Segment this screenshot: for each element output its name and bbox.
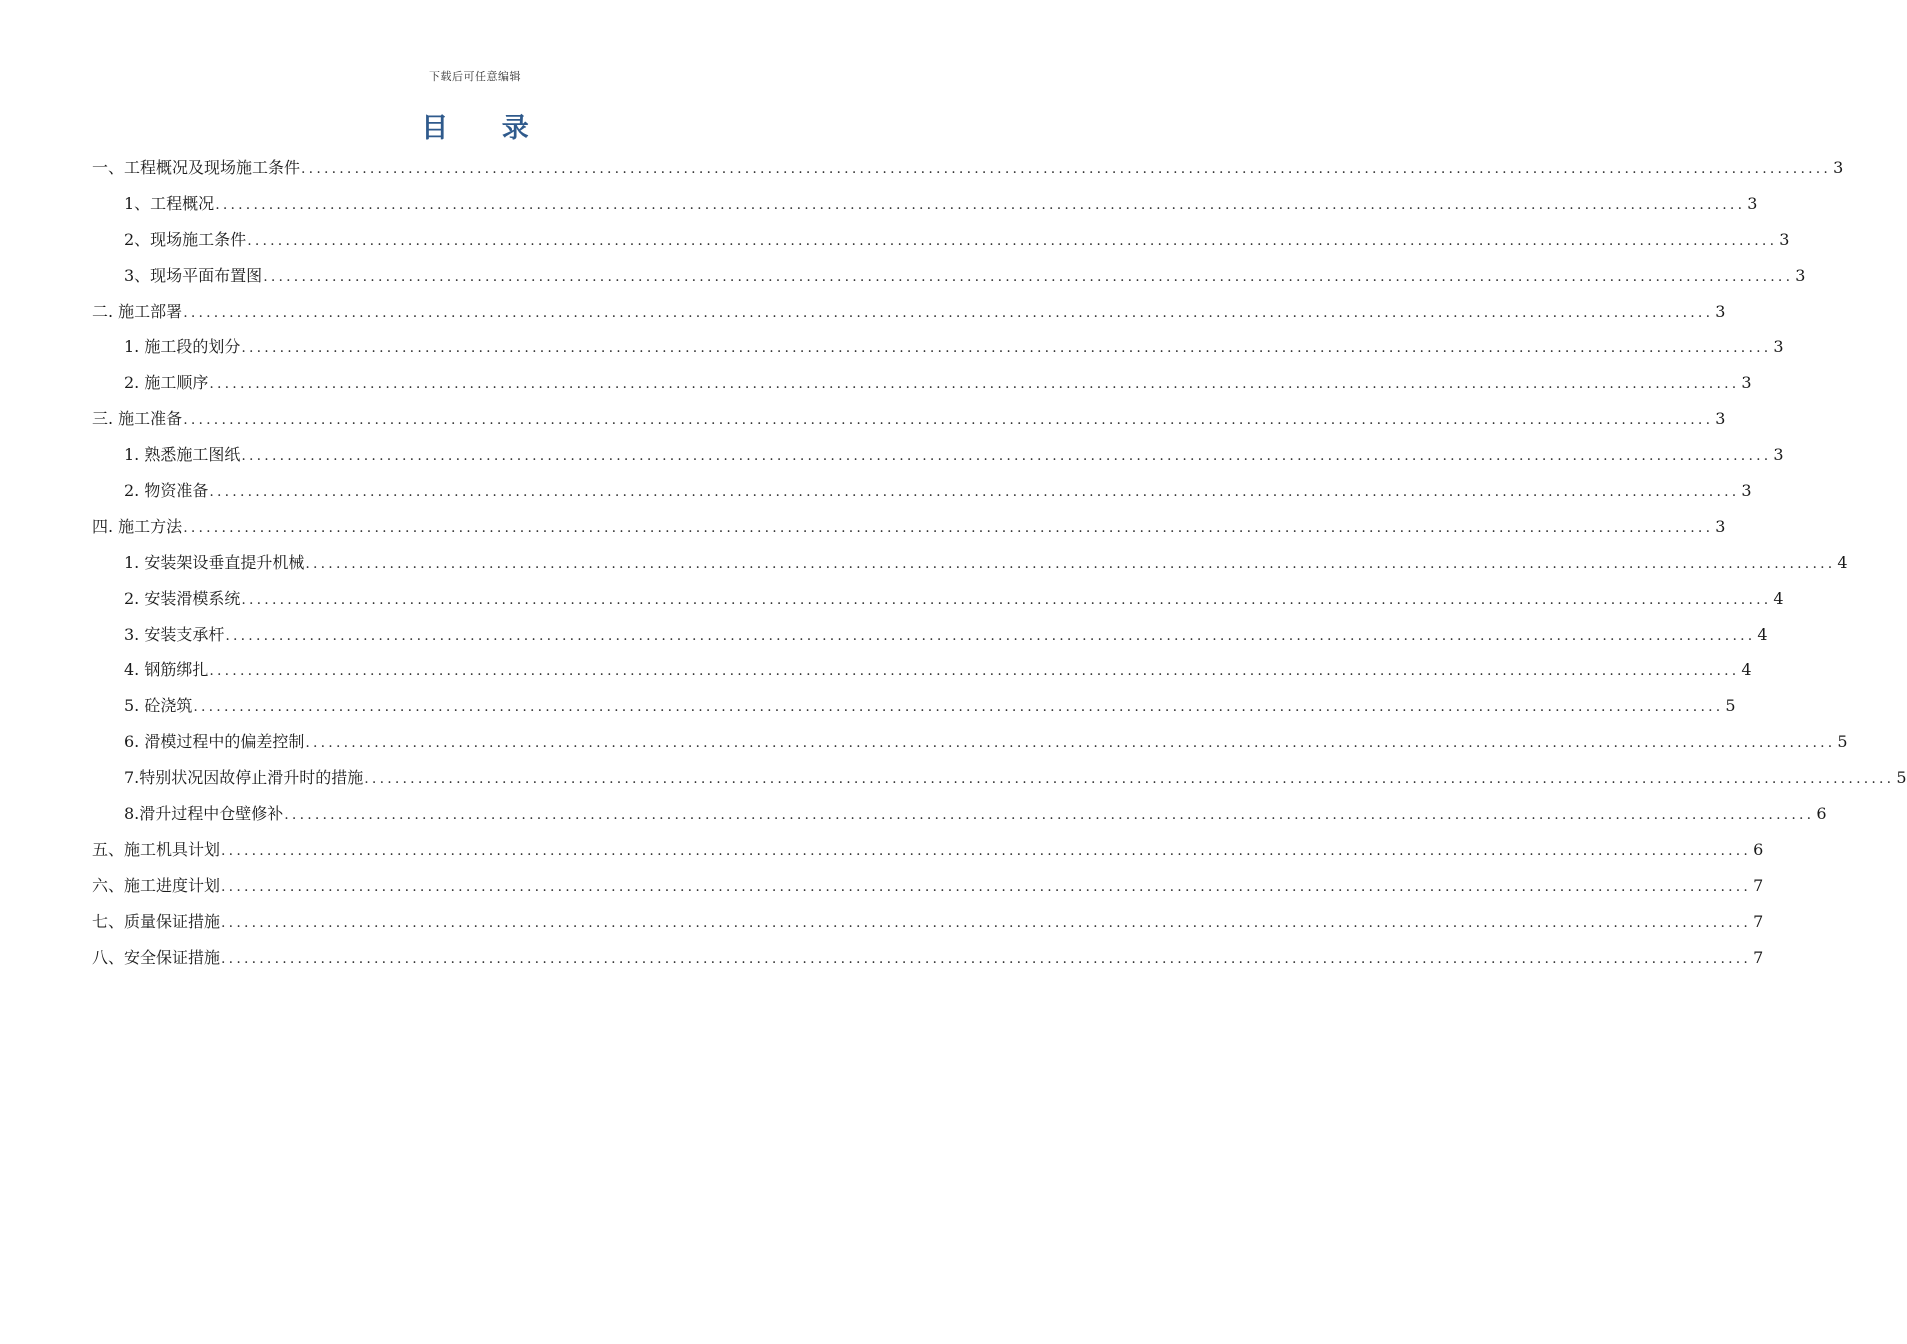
toc-entry-page: 5 <box>1837 732 1848 752</box>
toc-title: 目 录 <box>421 113 551 144</box>
toc-leader-dots: ........................................................................................................................................................................................................ <box>183 304 1714 321</box>
toc-leader-dots: ........................................................................................................................................................................................................ <box>241 591 1772 608</box>
toc-entry-page: 3 <box>1715 516 1726 536</box>
toc-entry[interactable] <box>92 294 1726 330</box>
toc-entry-label: 2. 安装滑模系统 <box>124 588 241 608</box>
toc-entry-label: 2. 物资准备 <box>124 481 209 501</box>
toc-entry[interactable] <box>92 581 1784 617</box>
toc-entry-label: 4. 钢筋绑扎 <box>124 660 209 680</box>
toc-entry-page: 3 <box>1773 337 1784 357</box>
toc-entry[interactable] <box>92 652 1752 688</box>
toc-entry-page: 5 <box>1725 696 1736 716</box>
toc-entry[interactable] <box>92 868 1764 904</box>
toc-entry-page: 6 <box>1753 839 1764 859</box>
toc-entry-page: 7 <box>1753 911 1764 931</box>
toc-entry[interactable] <box>92 222 1790 258</box>
toc-entry-page: 3 <box>1741 481 1752 501</box>
toc-entry-label: 八、安全保证措施 <box>92 947 221 967</box>
toc-entry[interactable] <box>92 329 1784 365</box>
toc-entry-label: 1. 安装架设垂直提升机械 <box>124 552 305 572</box>
toc-entry-page: 3 <box>1795 265 1806 285</box>
toc-entry[interactable] <box>92 365 1752 401</box>
toc-leader-dots: ........................................................................................................................................................................................................ <box>241 340 1772 357</box>
toc-entry-label: 6. 滑模过程中的偏差控制 <box>124 732 305 752</box>
toc-entry-label: 1. 熟悉施工图纸 <box>124 445 241 465</box>
toc-entry-page: 4 <box>1837 552 1848 572</box>
toc-entry[interactable] <box>92 437 1784 473</box>
toc-entry-label: 8.滑升过程中仓壁修补 <box>124 804 284 824</box>
toc-entry[interactable] <box>92 832 1764 868</box>
toc-leader-dots: ........................................................................................................................................................................................................ <box>364 771 1895 788</box>
toc-entry-label: 二. 施工部署 <box>92 301 183 321</box>
toc-entry[interactable] <box>92 940 1764 976</box>
toc-entry-page: 4 <box>1773 588 1784 608</box>
toc-entry[interactable] <box>92 760 1907 796</box>
toc-leader-dots: ........................................................................................................................................................................................................ <box>221 842 1752 859</box>
toc-entry[interactable] <box>92 688 1736 724</box>
toc-leader-dots: ........................................................................................................................................................................................................ <box>247 232 1778 249</box>
toc-entry-page: 5 <box>1896 768 1907 788</box>
toc-entry[interactable] <box>92 904 1764 940</box>
toc-entry-label: 3. 安装支承杆 <box>124 624 225 644</box>
toc-entry-label: 7.特别状况因故停止滑升时的措施 <box>124 768 364 788</box>
toc-entry-page: 3 <box>1741 373 1752 393</box>
toc-leader-dots: ........................................................................................................................................................................................................ <box>284 807 1815 824</box>
toc-leader-dots: ........................................................................................................................................................................................................ <box>305 735 1836 752</box>
toc-entry-label: 2. 施工顺序 <box>124 373 209 393</box>
toc-entry[interactable] <box>92 401 1726 437</box>
toc-entry-label: 三. 施工准备 <box>92 409 183 429</box>
toc-leader-dots: ........................................................................................................................................................................................................ <box>209 663 1740 680</box>
toc-leader-dots: ........................................................................................................................................................................................................ <box>241 448 1772 465</box>
toc-entry-page: 3 <box>1747 193 1758 213</box>
toc-entry-label: 3、现场平面布置图 <box>124 265 263 285</box>
toc-leader-dots: ........................................................................................................................................................................................................ <box>183 412 1714 429</box>
toc-entry[interactable] <box>92 617 1768 653</box>
toc-leader-dots: ........................................................................................................................................................................................................ <box>221 878 1752 895</box>
table-of-contents <box>92 150 1907 975</box>
toc-entry[interactable] <box>92 509 1726 545</box>
toc-entry[interactable] <box>92 724 1848 760</box>
toc-entry[interactable] <box>92 258 1806 294</box>
toc-entry-label: 5. 砼浇筑 <box>124 696 193 716</box>
toc-leader-dots: ........................................................................................................................................................................................................ <box>215 196 1746 213</box>
toc-entry-label: 1. 施工段的划分 <box>124 337 241 357</box>
toc-entry-page: 3 <box>1715 301 1726 321</box>
toc-leader-dots: ........................................................................................................................................................................................................ <box>221 950 1752 967</box>
toc-entry-label: 2、现场施工条件 <box>124 229 247 249</box>
toc-entry-page: 4 <box>1741 660 1752 680</box>
toc-entry-page: 7 <box>1753 875 1764 895</box>
toc-leader-dots: ........................................................................................................................................................................................................ <box>209 376 1740 393</box>
toc-leader-dots: ........................................................................................................................................................................................................ <box>209 484 1740 501</box>
toc-entry-page: 3 <box>1773 445 1784 465</box>
toc-entry-page: 3 <box>1715 409 1726 429</box>
toc-entry-page: 3 <box>1833 158 1844 177</box>
toc-entry[interactable] <box>92 545 1848 581</box>
toc-leader-dots: ........................................................................................................................................................................................................ <box>305 555 1836 572</box>
toc-entry-label: 五、施工机具计划 <box>92 839 221 859</box>
toc-leader-dots: ........................................................................................................................................................................................................ <box>193 699 1724 716</box>
toc-leader-dots: ........................................................................................................................................................................................................ <box>263 268 1794 285</box>
toc-entry-label: 四. 施工方法 <box>92 516 183 536</box>
toc-entry-label: 七、质量保证措施 <box>92 911 221 931</box>
toc-entry-label: 一、工程概况及现场施工条件 <box>92 158 301 177</box>
toc-leader-dots: ........................................................................................................................................................................................................ <box>221 914 1752 931</box>
toc-entry-page: 7 <box>1753 947 1764 967</box>
toc-entry-page: 4 <box>1757 624 1768 644</box>
toc-entry[interactable] <box>92 796 1827 832</box>
toc-entry[interactable] <box>92 473 1752 509</box>
toc-entry-label: 六、施工进度计划 <box>92 875 221 895</box>
toc-leader-dots: ........................................................................................................................................................................................................ <box>225 627 1756 644</box>
toc-entry-page: 6 <box>1816 804 1827 824</box>
toc-entry[interactable] <box>92 150 1844 186</box>
toc-entry[interactable] <box>92 186 1758 222</box>
toc-leader-dots: ........................................................................................................................................................................................................ <box>183 519 1714 536</box>
header-note: 下载后可任意编辑 <box>429 70 521 83</box>
toc-entry-page: 3 <box>1779 229 1790 249</box>
toc-entry-label: 1、工程概况 <box>124 193 215 213</box>
toc-leader-dots: ........................................................................................................................................................................................................ <box>301 161 1832 177</box>
